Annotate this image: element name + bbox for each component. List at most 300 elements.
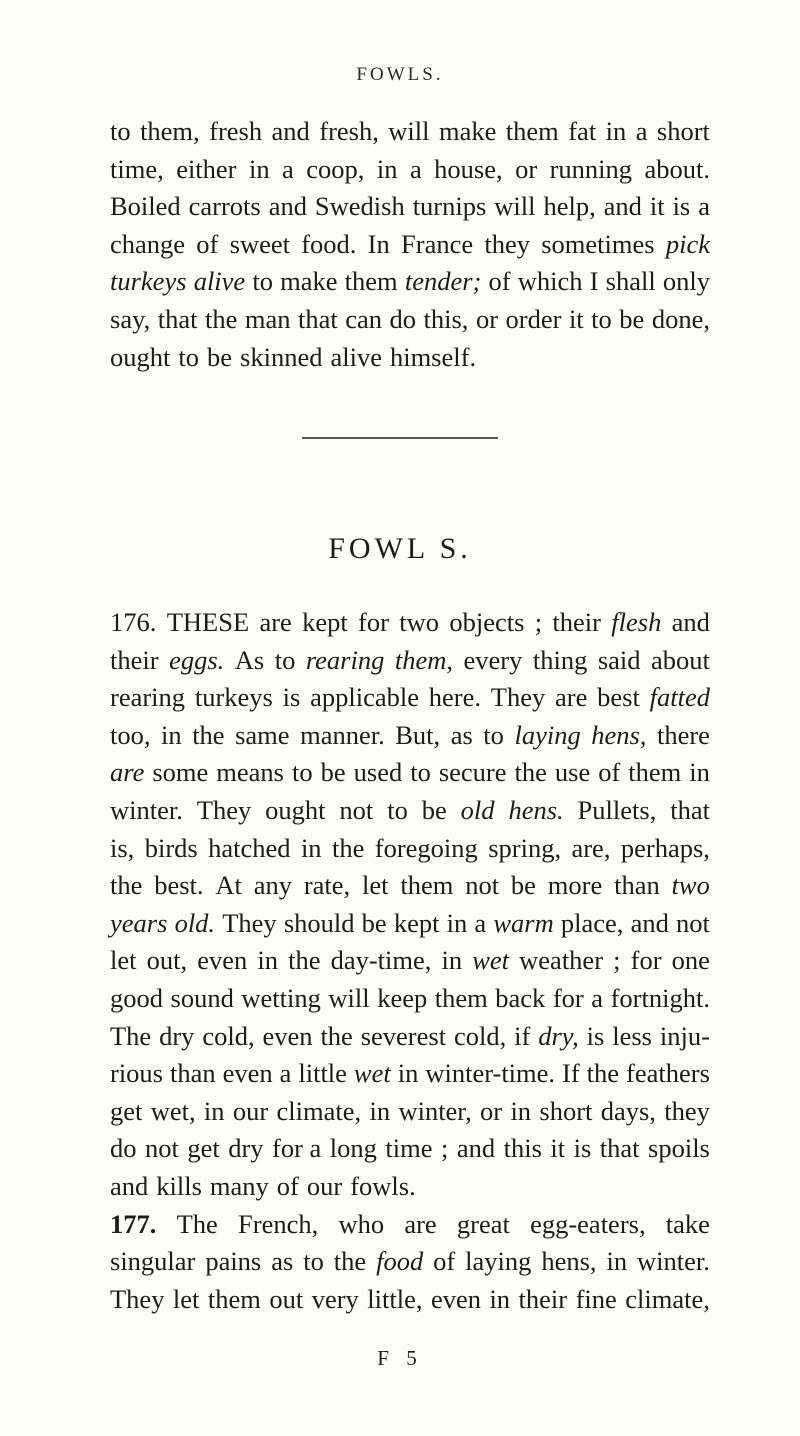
text-line (110, 1281, 710, 1319)
word: use (554, 757, 591, 788)
word: will (494, 191, 536, 222)
word: turkeys (194, 682, 273, 713)
word: short (656, 116, 710, 146)
word: even (197, 945, 248, 976)
word: it (568, 303, 584, 334)
word: too, (110, 719, 151, 750)
word: and (271, 116, 310, 146)
word: years (110, 907, 168, 938)
word: let (110, 945, 137, 976)
word: there (656, 719, 710, 750)
word: perhaps, (620, 832, 710, 863)
word: not (144, 1133, 179, 1164)
word: same (235, 719, 290, 750)
word: make (280, 266, 338, 297)
word: little, (367, 1283, 423, 1314)
word: to (291, 757, 313, 788)
word: done, (651, 303, 710, 334)
text-line (110, 113, 710, 151)
word: If (562, 1058, 580, 1089)
word: that (670, 794, 710, 825)
word: some (152, 757, 209, 788)
word: the (204, 303, 238, 334)
word: be (207, 341, 233, 372)
text-line (110, 151, 710, 189)
word: even (262, 1020, 313, 1051)
word: them, (394, 644, 454, 675)
word: manner. (300, 719, 385, 750)
word: many (209, 1170, 269, 1201)
word: shall (605, 266, 656, 297)
word: hatched (208, 832, 291, 863)
word: the (110, 870, 143, 901)
word: as (271, 1246, 294, 1277)
text-line (110, 980, 710, 1018)
word: is (573, 1133, 592, 1164)
word: hens, (541, 1246, 597, 1277)
word: their (552, 607, 601, 637)
word: fresh, (319, 116, 379, 146)
word: that (599, 1133, 640, 1164)
word: the (333, 1246, 367, 1277)
word: are (110, 757, 145, 788)
word: to (110, 116, 131, 146)
word: 176. (110, 607, 157, 637)
word: tender; (404, 266, 482, 297)
word: do (110, 1133, 137, 1164)
word: They (196, 794, 252, 825)
word: severest (360, 1020, 447, 1051)
text-line (110, 263, 710, 301)
word: alive (193, 266, 246, 297)
word: eggs. (169, 644, 225, 675)
word: weather (519, 945, 604, 976)
word: rearing (110, 682, 186, 713)
word: in (605, 116, 627, 146)
word: our (306, 1170, 343, 1201)
text-line (110, 679, 710, 717)
word: them (505, 116, 559, 146)
word: be (320, 757, 346, 788)
word: about. (644, 153, 710, 184)
word: sound (170, 982, 234, 1013)
word: singular (110, 1246, 196, 1277)
word: fowls. (350, 1170, 416, 1201)
word: out (269, 1283, 304, 1314)
word: coop, (306, 153, 365, 184)
text-line (110, 1055, 710, 1093)
word: them, (140, 116, 200, 146)
word: in (397, 1058, 419, 1089)
word: that (157, 303, 198, 334)
word: Swedish (314, 191, 405, 222)
word: less (612, 1020, 652, 1051)
word: The (110, 1020, 152, 1051)
word: they (664, 1095, 710, 1126)
word: change (110, 228, 186, 259)
word: spoils (648, 1133, 710, 1164)
word: rearing (305, 644, 385, 675)
word: ; (441, 1133, 449, 1164)
word: ; (534, 607, 543, 637)
word: said (597, 644, 641, 675)
word: of (196, 228, 219, 259)
word: winter, (398, 1095, 472, 1126)
word: a (635, 116, 648, 146)
word: objects (449, 607, 525, 637)
word: or (515, 153, 538, 184)
word: two (671, 870, 710, 901)
text-line (110, 188, 710, 226)
word: than (169, 1058, 216, 1089)
word: skinned (240, 341, 323, 372)
word: cold, (453, 1020, 507, 1051)
word: carrots (188, 191, 261, 222)
word: used (353, 757, 403, 788)
word: in (606, 1246, 628, 1277)
word: the (320, 1020, 353, 1051)
word: fresh (209, 116, 263, 146)
word: to (303, 1246, 324, 1277)
word: are (259, 607, 292, 637)
word: our (232, 1095, 269, 1126)
word: not (675, 907, 710, 938)
word: cold, (202, 1020, 255, 1051)
word: not (465, 870, 500, 901)
word: and (630, 907, 669, 938)
word: order (505, 303, 562, 334)
word: it (550, 1133, 566, 1164)
word: their (110, 644, 159, 675)
word: them (628, 757, 682, 788)
word: even (222, 1058, 273, 1089)
word: which (517, 266, 583, 297)
word: warm (493, 907, 554, 938)
word: who (338, 1208, 385, 1239)
word: fat (568, 116, 597, 146)
word: let (362, 870, 389, 901)
word: sweet (229, 228, 290, 259)
text-line (110, 905, 710, 943)
word: in (369, 1095, 391, 1126)
word: in (689, 757, 710, 788)
word: will (328, 982, 370, 1013)
word: hens, (591, 719, 647, 750)
word: any (253, 870, 292, 901)
word: old (460, 794, 495, 825)
word: food (376, 1246, 424, 1277)
text-line (110, 717, 710, 755)
word: long (329, 1133, 377, 1164)
section-paragraph (110, 604, 710, 1318)
word: As (234, 644, 265, 675)
word: 177. (110, 1208, 157, 1239)
word: let (172, 1283, 200, 1314)
word: egg-eaters, (530, 1208, 646, 1239)
word: time (385, 1133, 433, 1164)
word: be (619, 303, 645, 334)
word: thing (532, 644, 588, 675)
word: rate, (303, 870, 351, 901)
word: days, (600, 1095, 656, 1126)
word: himself. (389, 341, 477, 372)
word: in (489, 1283, 511, 1314)
text-line (110, 942, 710, 980)
word: dry (159, 1020, 195, 1051)
word: than (614, 870, 660, 901)
word: are, (571, 832, 611, 863)
word: in (248, 153, 270, 184)
word: secure (438, 757, 507, 788)
word: in (510, 1095, 532, 1126)
word: to (483, 719, 504, 750)
word: a (282, 153, 294, 184)
word: should (283, 907, 355, 938)
word: and (456, 1133, 496, 1164)
word: be (510, 870, 536, 901)
text-line (110, 1093, 710, 1131)
word: a (698, 191, 710, 222)
text-line (110, 339, 710, 377)
word: dry, (538, 1020, 579, 1051)
word: in (257, 945, 278, 976)
word: the (288, 945, 321, 976)
word: and (603, 191, 642, 222)
text-line (110, 1168, 710, 1206)
word: or (480, 1095, 503, 1126)
word: best. (154, 870, 204, 901)
word: they (484, 228, 530, 259)
section-title: FOWL S. (328, 532, 472, 565)
word: ought (265, 794, 326, 825)
word: climate, (625, 1283, 710, 1314)
word: ; (613, 945, 621, 976)
word: kills (156, 1170, 202, 1201)
word: THESE (166, 607, 250, 637)
word: for (358, 607, 389, 637)
word: laying (514, 719, 581, 750)
word: Pullets, (577, 794, 657, 825)
word: in (376, 153, 398, 184)
word: alive (330, 341, 382, 372)
text-line (110, 1018, 710, 1056)
word: this, (423, 303, 469, 334)
word: turkeys (110, 266, 187, 297)
word: get (110, 1095, 143, 1126)
text-line (110, 226, 710, 264)
word: feathers (626, 1058, 710, 1089)
word: climate, (276, 1095, 362, 1126)
word: house, (434, 153, 503, 184)
word: pains (205, 1246, 262, 1277)
word: pick (665, 228, 710, 259)
word: for (630, 945, 662, 976)
word: of (488, 266, 511, 297)
word: laying (465, 1246, 532, 1277)
word: a (279, 1058, 292, 1089)
word: Boiled (110, 191, 181, 222)
word: day-time, (330, 945, 432, 976)
word: means (216, 757, 284, 788)
word: to (252, 266, 273, 297)
word: to (178, 341, 199, 372)
text-line (110, 1130, 710, 1168)
word: to (387, 794, 408, 825)
section-divider (302, 437, 498, 439)
word: here. (428, 682, 481, 713)
word: back (495, 982, 546, 1013)
text-line (110, 792, 710, 830)
word: is (586, 1020, 605, 1051)
word: are (555, 682, 588, 713)
word: for (552, 982, 584, 1013)
signature-mark: F 5 (377, 1346, 423, 1370)
word: great (456, 1208, 510, 1239)
word: them (344, 266, 398, 297)
word: is, (110, 832, 135, 863)
word: a (409, 153, 422, 184)
word: inju- (659, 1020, 710, 1051)
text-line (110, 642, 710, 680)
word: is (282, 682, 301, 713)
word: say, (110, 303, 151, 334)
word: this (503, 1133, 542, 1164)
word: applicable (310, 682, 419, 713)
word: to (591, 303, 612, 334)
word: out, (146, 945, 188, 976)
text-line (110, 867, 710, 905)
word: can (345, 303, 383, 334)
word: They (490, 682, 546, 713)
word: wet, (150, 1095, 196, 1126)
word: place, (560, 907, 624, 938)
word: They (222, 907, 277, 938)
word: them (207, 1283, 261, 1314)
word: is (672, 191, 691, 222)
word: or (475, 303, 499, 334)
word: In (367, 228, 390, 259)
word: and (268, 191, 307, 222)
word: do (389, 303, 417, 334)
word: help, (543, 191, 596, 222)
word: that (297, 303, 338, 334)
word: the (192, 719, 225, 750)
word: good (110, 982, 163, 1013)
word: running (549, 153, 633, 184)
word: the (514, 757, 547, 788)
word: man (244, 303, 291, 334)
word: At (215, 870, 242, 901)
text-line (110, 1206, 710, 1244)
word: and (671, 607, 710, 637)
word: not (339, 794, 374, 825)
word: ought (110, 341, 171, 372)
word: winter. (110, 794, 183, 825)
word: I (589, 266, 599, 297)
word: wet (353, 1058, 391, 1089)
word: take (665, 1208, 710, 1239)
word: spring, (488, 832, 562, 863)
word: only (662, 266, 710, 297)
word: a (474, 907, 487, 938)
word: short (539, 1095, 593, 1126)
text-line (110, 604, 710, 642)
word: get (187, 1133, 220, 1164)
word: birds (144, 832, 198, 863)
word: even (430, 1283, 481, 1314)
word: fatted (649, 682, 710, 713)
word: fine (575, 1283, 617, 1314)
word: the (331, 832, 365, 863)
word: food. (301, 228, 357, 259)
word: be (361, 907, 387, 938)
word: fortnight. (610, 982, 710, 1013)
text-line (110, 830, 710, 868)
word: in (441, 945, 463, 976)
word: turnips (412, 191, 487, 222)
word: winter-time. (425, 1058, 556, 1089)
word: if (514, 1020, 531, 1051)
word: sometimes (541, 228, 655, 259)
word: old. (174, 907, 216, 938)
word: time, (110, 153, 164, 184)
word: hens. (508, 794, 564, 825)
word: The (176, 1208, 218, 1239)
text-line (110, 301, 710, 339)
word: little (298, 1058, 347, 1089)
word: kept (302, 607, 348, 637)
word: in (203, 1095, 225, 1126)
word: But, (395, 719, 441, 750)
word: of (433, 1246, 456, 1277)
word: of (276, 1170, 299, 1201)
word: either (176, 153, 237, 184)
word: be (421, 794, 447, 825)
word: one (671, 945, 710, 976)
word: best (597, 682, 640, 713)
word: will (388, 116, 430, 146)
word: of (598, 757, 621, 788)
word: it (649, 191, 665, 222)
word: rious (110, 1058, 163, 1089)
word: a (591, 982, 604, 1013)
word: kept (393, 907, 440, 938)
word: dry (228, 1133, 264, 1164)
word: make (438, 116, 497, 146)
word: them (434, 982, 488, 1013)
word: them (400, 870, 454, 901)
word: French, (238, 1208, 319, 1239)
word: to (274, 644, 296, 675)
word: as (450, 719, 473, 750)
word: flesh (611, 607, 662, 637)
word: every (463, 644, 523, 675)
text-line (110, 1243, 710, 1281)
word: for a (272, 1133, 322, 1164)
top-paragraph (110, 113, 710, 376)
word: France (401, 228, 474, 259)
word: and (110, 1170, 149, 1201)
word: in (446, 907, 468, 938)
word: wet (472, 945, 510, 976)
word: very (311, 1283, 359, 1314)
word: foregoing (374, 832, 478, 863)
text-line (110, 754, 710, 792)
word: in (161, 719, 182, 750)
word: their (518, 1283, 568, 1314)
word: keep (377, 982, 428, 1013)
word: more (547, 870, 603, 901)
